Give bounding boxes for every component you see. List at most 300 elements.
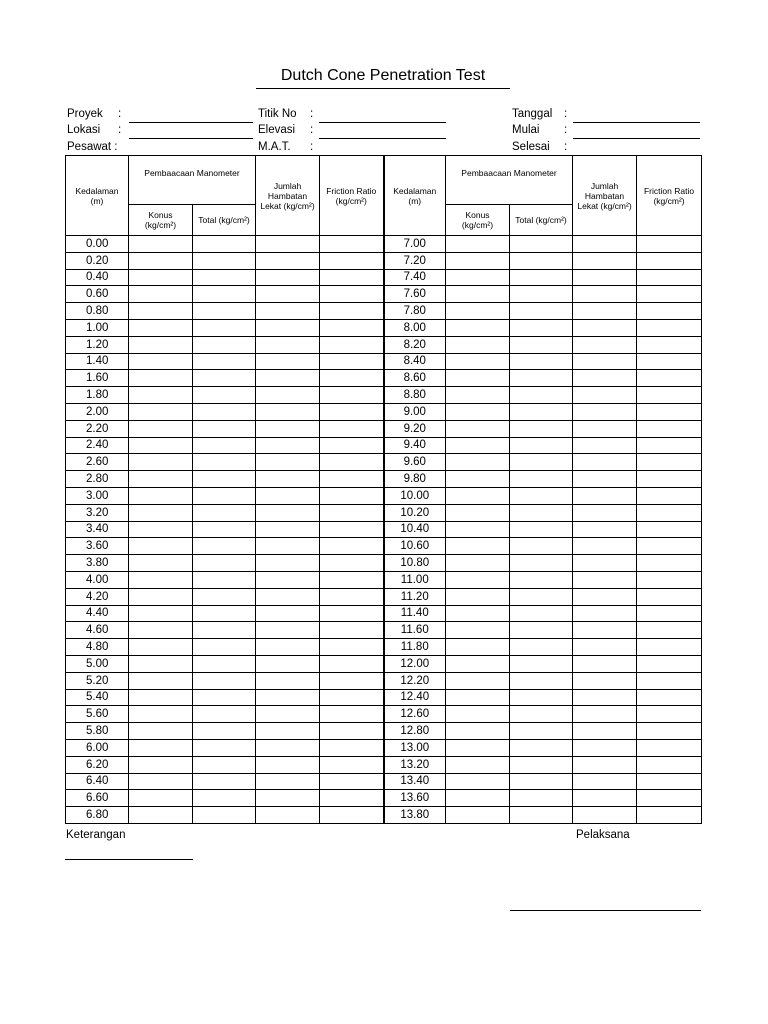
jumlah-left-cell[interactable]	[256, 672, 320, 689]
konus-right-cell[interactable]	[446, 756, 510, 773]
konus-right-cell[interactable]	[446, 454, 510, 471]
friction-left-cell[interactable]	[320, 655, 384, 672]
titik-no-field[interactable]	[319, 122, 446, 123]
total-left-cell[interactable]	[193, 773, 256, 790]
jumlah-right-cell[interactable]	[573, 487, 637, 504]
friction-right-cell[interactable]	[637, 689, 702, 706]
konus-right-cell[interactable]	[446, 269, 510, 286]
friction-left-cell[interactable]	[320, 353, 384, 370]
depth-right-cell: 7.60	[384, 286, 446, 303]
friction-left-cell[interactable]	[320, 236, 384, 253]
friction-left-cell[interactable]	[320, 269, 384, 286]
jumlah-right-cell[interactable]	[573, 571, 637, 588]
konus-left-cell[interactable]	[129, 689, 193, 706]
jumlah-right-cell[interactable]	[573, 739, 637, 756]
total-right-cell[interactable]	[510, 252, 573, 269]
friction-right-cell[interactable]	[637, 420, 702, 437]
table-row	[66, 286, 702, 303]
konus-right-cell[interactable]	[446, 689, 510, 706]
friction-left-cell[interactable]	[320, 571, 384, 588]
total-right-cell[interactable]	[510, 286, 573, 303]
konus-left-cell[interactable]	[129, 471, 193, 488]
friction-left-cell[interactable]	[320, 420, 384, 437]
konus-right-cell[interactable]	[446, 286, 510, 303]
jumlah-left-cell[interactable]	[256, 319, 320, 336]
total-left-cell[interactable]	[193, 303, 256, 320]
tanggal-field[interactable]	[573, 122, 700, 123]
jumlah-left-cell[interactable]	[256, 706, 320, 723]
konus-left-cell[interactable]	[129, 504, 193, 521]
friction-right-cell[interactable]	[637, 303, 702, 320]
jumlah-left-cell[interactable]	[256, 588, 320, 605]
jumlah-left-cell[interactable]	[256, 303, 320, 320]
jumlah-left-cell[interactable]	[256, 353, 320, 370]
total-right-cell[interactable]	[510, 353, 573, 370]
jumlah-left-cell[interactable]	[256, 555, 320, 572]
total-left-cell[interactable]	[193, 487, 256, 504]
depth-left-cell: 6.20	[66, 756, 129, 773]
konus-left-cell[interactable]	[129, 790, 193, 807]
total-left-cell[interactable]	[193, 655, 256, 672]
konus-left-cell[interactable]	[129, 723, 193, 740]
total-right-cell[interactable]	[510, 655, 573, 672]
friction-right-cell[interactable]	[637, 538, 702, 555]
friction-right-cell[interactable]	[637, 807, 702, 824]
friction-right-cell[interactable]	[637, 437, 702, 454]
total-right-cell[interactable]	[510, 672, 573, 689]
friction-left-cell[interactable]	[320, 706, 384, 723]
friction-right-cell[interactable]	[637, 790, 702, 807]
friction-left-cell[interactable]	[320, 370, 384, 387]
jumlah-left-cell[interactable]	[256, 807, 320, 824]
konus-right-cell[interactable]	[446, 252, 510, 269]
jumlah-right-cell[interactable]	[573, 286, 637, 303]
konus-left-cell[interactable]	[129, 655, 193, 672]
jumlah-right-cell[interactable]	[573, 689, 637, 706]
jumlah-right-cell[interactable]	[573, 454, 637, 471]
total-right-cell[interactable]	[510, 723, 573, 740]
total-left-cell[interactable]	[193, 706, 256, 723]
total-left-cell[interactable]	[193, 672, 256, 689]
table-row	[66, 790, 702, 807]
konus-right-cell[interactable]	[446, 588, 510, 605]
konus-left-cell[interactable]	[129, 571, 193, 588]
jumlah-right-cell[interactable]	[573, 403, 637, 420]
konus-left-cell[interactable]	[129, 622, 193, 639]
jumlah-right-cell[interactable]	[573, 655, 637, 672]
konus-right-cell[interactable]	[446, 471, 510, 488]
friction-right-cell[interactable]	[637, 622, 702, 639]
konus-right-cell[interactable]	[446, 639, 510, 656]
total-left-cell[interactable]	[193, 756, 256, 773]
konus-right-cell[interactable]	[446, 236, 510, 253]
total-left-cell[interactable]	[193, 269, 256, 286]
friction-left-cell[interactable]	[320, 605, 384, 622]
konus-right-cell[interactable]	[446, 353, 510, 370]
konus-right-cell[interactable]	[446, 504, 510, 521]
friction-right-cell[interactable]	[637, 773, 702, 790]
friction-left-cell[interactable]	[320, 487, 384, 504]
jumlah-left-cell[interactable]	[256, 370, 320, 387]
konus-right-cell[interactable]	[446, 790, 510, 807]
friction-left-cell[interactable]	[320, 689, 384, 706]
konus-left-cell[interactable]	[129, 454, 193, 471]
total-right-cell[interactable]	[510, 807, 573, 824]
jumlah-left-cell[interactable]	[256, 790, 320, 807]
total-left-cell[interactable]	[193, 319, 256, 336]
jumlah-left-cell[interactable]	[256, 538, 320, 555]
konus-left-cell[interactable]	[129, 773, 193, 790]
friction-right-cell[interactable]	[637, 504, 702, 521]
depth-left-cell: 5.00	[66, 655, 129, 672]
jumlah-right-cell[interactable]	[573, 790, 637, 807]
total-left-cell[interactable]	[193, 387, 256, 404]
total-right-cell[interactable]	[510, 773, 573, 790]
jumlah-left-cell[interactable]	[256, 252, 320, 269]
konus-left-cell[interactable]	[129, 353, 193, 370]
konus-left-cell[interactable]	[129, 739, 193, 756]
friction-left-cell[interactable]	[320, 319, 384, 336]
total-right-cell[interactable]	[510, 471, 573, 488]
friction-right-cell[interactable]	[637, 336, 702, 353]
total-left-cell[interactable]	[193, 639, 256, 656]
friction-left-cell[interactable]	[320, 739, 384, 756]
header-jumlah-left	[256, 156, 320, 236]
jumlah-right-cell[interactable]	[573, 756, 637, 773]
friction-left-cell[interactable]	[320, 773, 384, 790]
konus-right-cell[interactable]	[446, 403, 510, 420]
konus-left-cell[interactable]	[129, 807, 193, 824]
friction-left-cell[interactable]	[320, 504, 384, 521]
konus-left-cell[interactable]	[129, 420, 193, 437]
total-right-cell[interactable]	[510, 437, 573, 454]
friction-left-cell[interactable]	[320, 555, 384, 572]
jumlah-right-cell[interactable]	[573, 773, 637, 790]
total-right-cell[interactable]	[510, 521, 573, 538]
depth-left-cell: 3.40	[66, 521, 129, 538]
jumlah-left-cell[interactable]	[256, 639, 320, 656]
total-left-cell[interactable]	[193, 236, 256, 253]
total-right-cell[interactable]	[510, 689, 573, 706]
total-left-cell[interactable]	[193, 622, 256, 639]
total-left-cell[interactable]	[193, 336, 256, 353]
total-right-cell[interactable]	[510, 588, 573, 605]
friction-right-cell[interactable]	[637, 487, 702, 504]
friction-left-cell[interactable]	[320, 790, 384, 807]
friction-right-cell[interactable]	[637, 639, 702, 656]
konus-left-cell[interactable]	[129, 605, 193, 622]
jumlah-left-cell[interactable]	[256, 773, 320, 790]
konus-right-cell[interactable]	[446, 319, 510, 336]
jumlah-right-cell[interactable]	[573, 437, 637, 454]
jumlah-right-cell[interactable]	[573, 336, 637, 353]
konus-right-cell[interactable]	[446, 420, 510, 437]
total-left-cell[interactable]	[193, 689, 256, 706]
jumlah-left-cell[interactable]	[256, 521, 320, 538]
konus-left-cell[interactable]	[129, 387, 193, 404]
jumlah-right-cell[interactable]	[573, 370, 637, 387]
jumlah-left-cell[interactable]	[256, 454, 320, 471]
friction-left-cell[interactable]	[320, 403, 384, 420]
konus-left-cell[interactable]	[129, 756, 193, 773]
friction-left-cell[interactable]	[320, 336, 384, 353]
jumlah-left-cell[interactable]	[256, 437, 320, 454]
friction-left-cell[interactable]	[320, 303, 384, 320]
jumlah-left-cell[interactable]	[256, 504, 320, 521]
konus-right-cell[interactable]	[446, 739, 510, 756]
total-left-cell[interactable]	[193, 807, 256, 824]
total-left-cell[interactable]	[193, 437, 256, 454]
total-right-cell[interactable]	[510, 555, 573, 572]
total-left-cell[interactable]	[193, 521, 256, 538]
jumlah-right-cell[interactable]	[573, 521, 637, 538]
jumlah-right-cell[interactable]	[573, 236, 637, 253]
konus-right-cell[interactable]	[446, 672, 510, 689]
jumlah-left-cell[interactable]	[256, 655, 320, 672]
meta-lokasi	[67, 124, 257, 140]
total-left-cell[interactable]	[193, 588, 256, 605]
total-right-cell[interactable]	[510, 622, 573, 639]
friction-left-cell[interactable]	[320, 252, 384, 269]
jumlah-left-cell[interactable]	[256, 723, 320, 740]
konus-right-cell[interactable]	[446, 807, 510, 824]
total-left-cell[interactable]	[193, 471, 256, 488]
friction-left-cell[interactable]	[320, 387, 384, 404]
friction-right-cell[interactable]	[637, 252, 702, 269]
jumlah-right-cell[interactable]	[573, 639, 637, 656]
konus-left-cell[interactable]	[129, 336, 193, 353]
depth-right-cell: 10.60	[384, 538, 446, 555]
friction-right-cell[interactable]	[637, 521, 702, 538]
total-right-cell[interactable]	[510, 605, 573, 622]
friction-right-cell[interactable]	[637, 605, 702, 622]
konus-left-cell[interactable]	[129, 269, 193, 286]
total-left-cell[interactable]	[193, 504, 256, 521]
konus-left-cell[interactable]	[129, 437, 193, 454]
konus-right-cell[interactable]	[446, 555, 510, 572]
konus-right-cell[interactable]	[446, 622, 510, 639]
friction-right-cell[interactable]	[637, 353, 702, 370]
mulai-field[interactable]	[573, 138, 700, 139]
friction-right-cell[interactable]	[637, 739, 702, 756]
friction-left-cell[interactable]	[320, 723, 384, 740]
total-left-cell[interactable]	[193, 739, 256, 756]
total-right-cell[interactable]	[510, 319, 573, 336]
total-left-cell[interactable]	[193, 605, 256, 622]
konus-left-cell[interactable]	[129, 319, 193, 336]
friction-right-cell[interactable]	[637, 723, 702, 740]
friction-left-cell[interactable]	[320, 286, 384, 303]
friction-left-cell[interactable]	[320, 471, 384, 488]
jumlah-left-cell[interactable]	[256, 487, 320, 504]
friction-left-cell[interactable]	[320, 538, 384, 555]
friction-left-cell[interactable]	[320, 672, 384, 689]
total-left-cell[interactable]	[193, 420, 256, 437]
friction-left-cell[interactable]	[320, 588, 384, 605]
proyek-field[interactable]	[129, 122, 253, 123]
konus-left-cell[interactable]	[129, 538, 193, 555]
friction-right-cell[interactable]	[637, 571, 702, 588]
friction-right-cell[interactable]	[637, 672, 702, 689]
jumlah-left-cell[interactable]	[256, 336, 320, 353]
konus-left-cell[interactable]	[129, 521, 193, 538]
pelaksana-signature-line[interactable]	[510, 910, 701, 911]
jumlah-left-cell[interactable]	[256, 605, 320, 622]
total-right-cell[interactable]	[510, 739, 573, 756]
friction-right-cell[interactable]	[637, 236, 702, 253]
friction-left-cell[interactable]	[320, 622, 384, 639]
depth-left-cell: 0.00	[66, 236, 129, 253]
jumlah-left-cell[interactable]	[256, 403, 320, 420]
table-row	[66, 236, 702, 253]
konus-right-cell[interactable]	[446, 773, 510, 790]
depth-right-cell: 12.00	[384, 655, 446, 672]
friction-left-cell[interactable]	[320, 756, 384, 773]
jumlah-left-cell[interactable]	[256, 387, 320, 404]
friction-left-cell[interactable]	[320, 639, 384, 656]
total-right-cell[interactable]	[510, 639, 573, 656]
friction-right-cell[interactable]	[637, 588, 702, 605]
konus-right-cell[interactable]	[446, 723, 510, 740]
total-right-cell[interactable]	[510, 487, 573, 504]
friction-right-cell[interactable]	[637, 454, 702, 471]
jumlah-right-cell[interactable]	[573, 387, 637, 404]
konus-left-cell[interactable]	[129, 487, 193, 504]
jumlah-right-cell[interactable]	[573, 723, 637, 740]
total-right-cell[interactable]	[510, 236, 573, 253]
konus-right-cell[interactable]	[446, 336, 510, 353]
total-right-cell[interactable]	[510, 790, 573, 807]
total-right-cell[interactable]	[510, 269, 573, 286]
konus-left-cell[interactable]	[129, 555, 193, 572]
konus-right-cell[interactable]	[446, 370, 510, 387]
jumlah-right-cell[interactable]	[573, 538, 637, 555]
jumlah-right-cell[interactable]	[573, 319, 637, 336]
total-left-cell[interactable]	[193, 555, 256, 572]
jumlah-left-cell[interactable]	[256, 236, 320, 253]
jumlah-left-cell[interactable]	[256, 739, 320, 756]
friction-right-cell[interactable]	[637, 319, 702, 336]
jumlah-right-cell[interactable]	[573, 706, 637, 723]
jumlah-right-cell[interactable]	[573, 622, 637, 639]
total-right-cell[interactable]	[510, 420, 573, 437]
friction-left-cell[interactable]	[320, 521, 384, 538]
jumlah-left-cell[interactable]	[256, 286, 320, 303]
jumlah-left-cell[interactable]	[256, 622, 320, 639]
total-left-cell[interactable]	[193, 538, 256, 555]
konus-left-cell[interactable]	[129, 286, 193, 303]
total-right-cell[interactable]	[510, 336, 573, 353]
total-right-cell[interactable]	[510, 370, 573, 387]
konus-right-cell[interactable]	[446, 571, 510, 588]
keterangan-signature-line[interactable]	[65, 859, 193, 860]
friction-right-cell[interactable]	[637, 286, 702, 303]
friction-right-cell[interactable]	[637, 370, 702, 387]
konus-right-cell[interactable]	[446, 605, 510, 622]
total-right-cell[interactable]	[510, 756, 573, 773]
jumlah-right-cell[interactable]	[573, 504, 637, 521]
total-left-cell[interactable]	[193, 723, 256, 740]
konus-right-cell[interactable]	[446, 521, 510, 538]
total-left-cell[interactable]	[193, 370, 256, 387]
total-left-cell[interactable]	[193, 252, 256, 269]
konus-left-cell[interactable]	[129, 706, 193, 723]
jumlah-right-cell[interactable]	[573, 252, 637, 269]
jumlah-right-cell[interactable]	[573, 672, 637, 689]
total-right-cell[interactable]	[510, 387, 573, 404]
friction-right-cell[interactable]	[637, 706, 702, 723]
jumlah-right-cell[interactable]	[573, 605, 637, 622]
konus-right-cell[interactable]	[446, 487, 510, 504]
friction-right-cell[interactable]	[637, 756, 702, 773]
konus-right-cell[interactable]	[446, 655, 510, 672]
jumlah-left-cell[interactable]	[256, 571, 320, 588]
konus-left-cell[interactable]	[129, 303, 193, 320]
friction-right-cell[interactable]	[637, 269, 702, 286]
total-right-cell[interactable]	[510, 538, 573, 555]
jumlah-right-cell[interactable]	[573, 269, 637, 286]
konus-right-cell[interactable]	[446, 303, 510, 320]
elevasi-field[interactable]	[319, 138, 446, 139]
konus-left-cell[interactable]	[129, 588, 193, 605]
konus-left-cell[interactable]	[129, 370, 193, 387]
total-right-cell[interactable]	[510, 504, 573, 521]
jumlah-right-cell[interactable]	[573, 303, 637, 320]
konus-left-cell[interactable]	[129, 252, 193, 269]
jumlah-right-cell[interactable]	[573, 471, 637, 488]
jumlah-left-cell[interactable]	[256, 269, 320, 286]
total-left-cell[interactable]	[193, 286, 256, 303]
total-right-cell[interactable]	[510, 454, 573, 471]
total-right-cell[interactable]	[510, 571, 573, 588]
friction-left-cell[interactable]	[320, 454, 384, 471]
jumlah-left-cell[interactable]	[256, 689, 320, 706]
jumlah-left-cell[interactable]	[256, 471, 320, 488]
friction-right-cell[interactable]	[637, 471, 702, 488]
total-right-cell[interactable]	[510, 303, 573, 320]
konus-right-cell[interactable]	[446, 437, 510, 454]
friction-left-cell[interactable]	[320, 437, 384, 454]
konus-right-cell[interactable]	[446, 706, 510, 723]
jumlah-right-cell[interactable]	[573, 353, 637, 370]
friction-right-cell[interactable]	[637, 655, 702, 672]
total-right-cell[interactable]	[510, 403, 573, 420]
friction-right-cell[interactable]	[637, 387, 702, 404]
jumlah-left-cell[interactable]	[256, 420, 320, 437]
friction-left-cell[interactable]	[320, 807, 384, 824]
konus-left-cell[interactable]	[129, 639, 193, 656]
konus-left-cell[interactable]	[129, 672, 193, 689]
friction-right-cell[interactable]	[637, 555, 702, 572]
total-left-cell[interactable]	[193, 353, 256, 370]
jumlah-right-cell[interactable]	[573, 588, 637, 605]
konus-left-cell[interactable]	[129, 236, 193, 253]
friction-right-cell[interactable]	[637, 403, 702, 420]
total-left-cell[interactable]	[193, 790, 256, 807]
total-left-cell[interactable]	[193, 454, 256, 471]
konus-left-cell[interactable]	[129, 403, 193, 420]
lokasi-field[interactable]	[129, 138, 253, 139]
jumlah-left-cell[interactable]	[256, 756, 320, 773]
konus-right-cell[interactable]	[446, 538, 510, 555]
jumlah-right-cell[interactable]	[573, 420, 637, 437]
jumlah-right-cell[interactable]	[573, 555, 637, 572]
konus-right-cell[interactable]	[446, 387, 510, 404]
jumlah-right-cell[interactable]	[573, 807, 637, 824]
total-left-cell[interactable]	[193, 403, 256, 420]
total-left-cell[interactable]	[193, 571, 256, 588]
total-right-cell[interactable]	[510, 706, 573, 723]
